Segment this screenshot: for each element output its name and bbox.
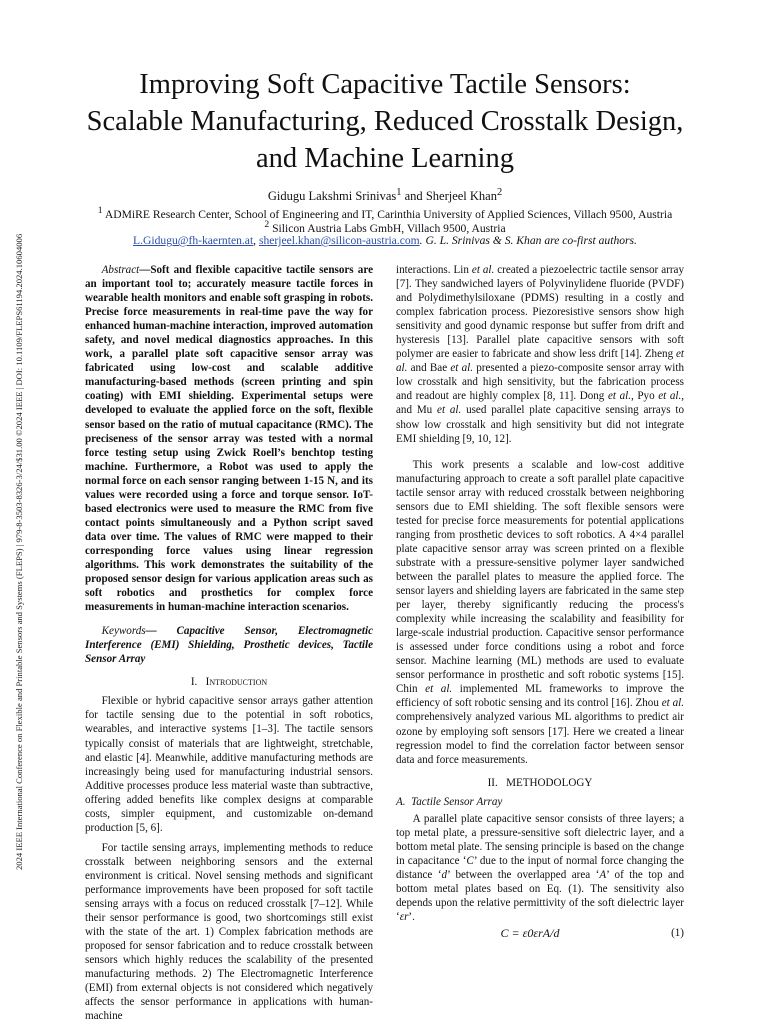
text-span: ’ due to the input of normal force changing the distance ‘ — [396, 854, 684, 881]
affiliation-2-sup: 2 — [264, 219, 270, 230]
et-al: et al. — [661, 697, 685, 710]
affiliation-2-text: Silicon Austria Labs GmbH, Villach 9500, Austria — [269, 221, 506, 235]
section-2-title: METHODOLOGY — [506, 776, 593, 789]
text-span: A parallel plate capacitive sensor consists of three layers; a top metal plate, a pressure-sensitive soft dielectric layer, and a bottom metal plate. The sensing principle is based on the change in capacitance ‘ — [396, 812, 684, 867]
text-span: created a piezoelectric tactile sensor array [7]. They sandwiched layers of Polyvinylidene fluoride (PVDF) and Polydimethylsiloxane (PDMS) resulting in a costly and complex fabrication process. Piezoresistive sensors show high sensitivity and good dynamic response but suffer from drift and hysteresis [13]. Parallel plate capacitive sensors with soft polymer are easier to fabricate and show less drift [14]. Zheng — [396, 264, 684, 361]
text-span: ’ of the top and bottom metal plates based on Eq. (1). The sensitivity also depends upon the relative permittivity of the soft dielectric layer ‘ — [396, 868, 684, 924]
text-span: ’. — [408, 911, 415, 924]
section-heading-methodology — [396, 776, 684, 790]
co-first-note: . G. L. Srinivas & S. Khan are co-first authors. — [419, 234, 637, 247]
abstract — [85, 263, 373, 614]
symbol-epsilon-r: εr — [399, 911, 409, 924]
title-line-2: Scalable Manufacturing, Reduced Crosstalk Design, — [86, 106, 684, 137]
keywords — [85, 624, 373, 666]
this-work-paragraph — [396, 458, 684, 767]
title-line-1: Improving Soft Capacitive Tactile Sensors: — [139, 69, 631, 100]
author-2-affil: 2 — [496, 187, 503, 198]
doi-sidebar-text: 2024 IEEE International Conference on Flexible and Printable Sensors and Systems (FLEPS) | 979-8-3503-8326-3/24/$31.00 ©2024 IEEE | DOI: 10.1109/FLEPS61194.2024.10604006 — [14, 233, 24, 870]
symbol-d: d — [441, 868, 448, 881]
equation-1 — [396, 926, 684, 940]
text-span: This work presents a scalable and low-cost additive manufacturing approach to create a soft parallel plate capacitive tactile sensor array with reduced crosstalk between neighboring sensors due to EMI shielding. The soft flexible sensors were tested for precise force measurements for potential applications ranging from prosthetic devices to soft robotics. A 4×4 parallel plate capacitive sensor array was screen printed on a flexible substrate with a pressure-sensitive polymer layer sandwiched between the parallel plates to measure the applied force. The sensor layers and shielding layers are fabricated in the same step per layer, thereby significantly reducing the process's complexity while increasing the scalability and feasibility for large-scale industrial production. Capacitive sensor performance is assessed under force conditions using a robot and force sensor. Machine learning (ML) methods are used to evaluate sensor performance in prosthetic and soft robotic systems [15]. Chin — [396, 458, 684, 696]
subsection-a-number: A. — [396, 795, 406, 808]
text-span: used parallel plate capacitive sensing arrays to show low crosstalk and high sensitivity but did not integrate EMI shielding [9, 10, 12]. — [396, 404, 685, 445]
section-1-title: Introduction — [205, 676, 268, 689]
et-al: et al. — [425, 683, 453, 696]
affiliation-1-sup: 1 — [97, 205, 103, 216]
et-al: et al. — [437, 404, 462, 417]
subsection-heading-tactile-sensor-array — [396, 795, 684, 809]
email-separator: , — [253, 234, 259, 247]
author-and: and — [401, 189, 426, 204]
symbol-A: A — [599, 868, 607, 881]
abstract-label: Abstract — [101, 264, 140, 276]
et-al: et al. — [607, 390, 631, 403]
affiliation-2 — [40, 219, 730, 235]
intro-paragraph-2: For tactile sensing arrays, implementing methods to reduce crosstalk between neighboring sensors and the external environment is critical. Novel sensing methods and significant performance improvements have been proposed for soft tactile sensing arrays with a focus on reduced crosstalk [7–12]. While their sensor performance is good, two shortcomings still exist with the state of the art. 1) Complex fabrication methods are proposed for sensor fabrication and to reduce crosstalk between sensors which highly reduces the scalability of the presented manufacturing methods. 2) The Electromagnetic Interference (EMI) from external objects is not considered which negatively affects the sensor performance in applications with human-machine — [85, 841, 373, 1023]
keywords-label: Keywords — [101, 625, 146, 638]
affiliation-1-text: ADMiRE Research Center, School of Engineering and IT, Carinthia University of Applied Sciences, Villach 9500, Austria — [102, 207, 673, 221]
equation-formula: C = ε0εrA/d — [500, 926, 560, 941]
author-1-affil: 1 — [396, 187, 402, 198]
section-1-number: I. — [190, 676, 198, 689]
author-2: Sherjeel Khan — [425, 189, 497, 204]
keywords-text: — Capacitive Sensor, Electromagnetic Interference (EMI) Shielding, Prosthetic devices, Tactile Sensor Array — [85, 625, 373, 666]
text-span: comprehensively analyzed various ML algorithms to predict air ozone by employing soft sensors [17]. Here we created a linear regression model to find the correlation factor between sensor data and force measurements. — [396, 711, 684, 766]
abstract-text: —Soft and flexible capacitive tactile sensors are an important tool to; accurately measure tactile forces in wearable health monitors and enable soft grasping in robots. Precise force measurements in real-time pave the way for enhanced human-machine interaction, improved automation safety, and novel medical diagnostics approaches. In this work, a parallel plate soft capacitive sensor array was fabricated using low-cost and scalable additive manufacturing-based methods (screen printing and spin coating) with EMI shielding. Experimental setups were developed to evaluate the applied force on the soft, flexible sensor based on the ratio of mutual capacitance (RMC). The preciseness of the sensor array was tested with a normal force testing setup using Zwick Roell’s benchtop testing machine. Furthermore, a Robot was used to apply the normal force on each sensor ranging between 1-15 N, and its values were recorded using a force and torque sensor. IoT-based electronics were used to measure the RMC from five contact points simultaneously and a Python script saved data over time. The values of RMC were mapped to their corresponding force values using linear regression algorithms. This work demonstrates the suitability of the proposed sensor design for various application areas such as soft robotics and prosthetics for complex force measurements in human-machine interaction scenarios. — [85, 264, 373, 614]
author-list — [40, 187, 730, 204]
text-span: , Pyo — [630, 390, 659, 403]
text-span: implemented ML frameworks to improve the efficiency of soft robotic sensing and its control [16]. Zhou — [396, 683, 684, 710]
text-span: ’ between the overlapped area ‘ — [447, 868, 600, 881]
method-paragraph-1 — [396, 812, 684, 924]
paper-title — [40, 66, 730, 177]
et-al: et al. — [396, 348, 684, 375]
email-link-2[interactable]: sherjeel.khan@silicon-austria.com — [258, 234, 420, 247]
et-al: et al. — [471, 264, 495, 276]
text-span: and Bae — [407, 362, 451, 375]
related-work-paragraph — [396, 263, 684, 446]
author-1: Gidugu Lakshmi Srinivas — [267, 189, 397, 204]
subsection-a-title: Tactile Sensor Array — [411, 795, 503, 808]
et-al: et al. — [658, 390, 682, 403]
et-al: et al. — [450, 362, 474, 375]
section-heading-introduction — [85, 675, 373, 689]
email-line — [40, 234, 730, 247]
email-link-1[interactable]: L.Gidugu@fh-kaernten.at — [133, 234, 254, 247]
section-2-number: II. — [487, 776, 498, 789]
title-line-3: and Machine Learning — [256, 143, 514, 174]
intro-paragraph-1: Flexible or hybrid capacitive sensor arrays gather attention for tactile sensing due to the potential in soft robotics, wearables, and interactive systems [1–3]. The tactile sensors typically consist of materials that are lightweight, stretchable, and elastic [4]. Meanwhile, additive manufacturing methods are increasingly being used for manufacturing industrial sensors. Additive processes produce less material waste than subtractive, offering added benefits like complex designs at comparable costs, simpler equipment, and customizable on-demand production [5, 6]. — [85, 695, 373, 834]
right-column — [396, 263, 684, 940]
left-column — [85, 263, 373, 1023]
text-span: interactions. Lin — [396, 264, 472, 276]
doi-sidebar — [14, 150, 30, 870]
symbol-C: C — [466, 854, 474, 867]
text-span: , and Mu — [396, 390, 685, 417]
text-span: presented a piezo-composite sensor array with low crosstalk and high sensitivity, but the fabrication process and readout are highly complex [8, 11]. Dong — [396, 362, 684, 403]
equation-number: (1) — [671, 927, 684, 940]
